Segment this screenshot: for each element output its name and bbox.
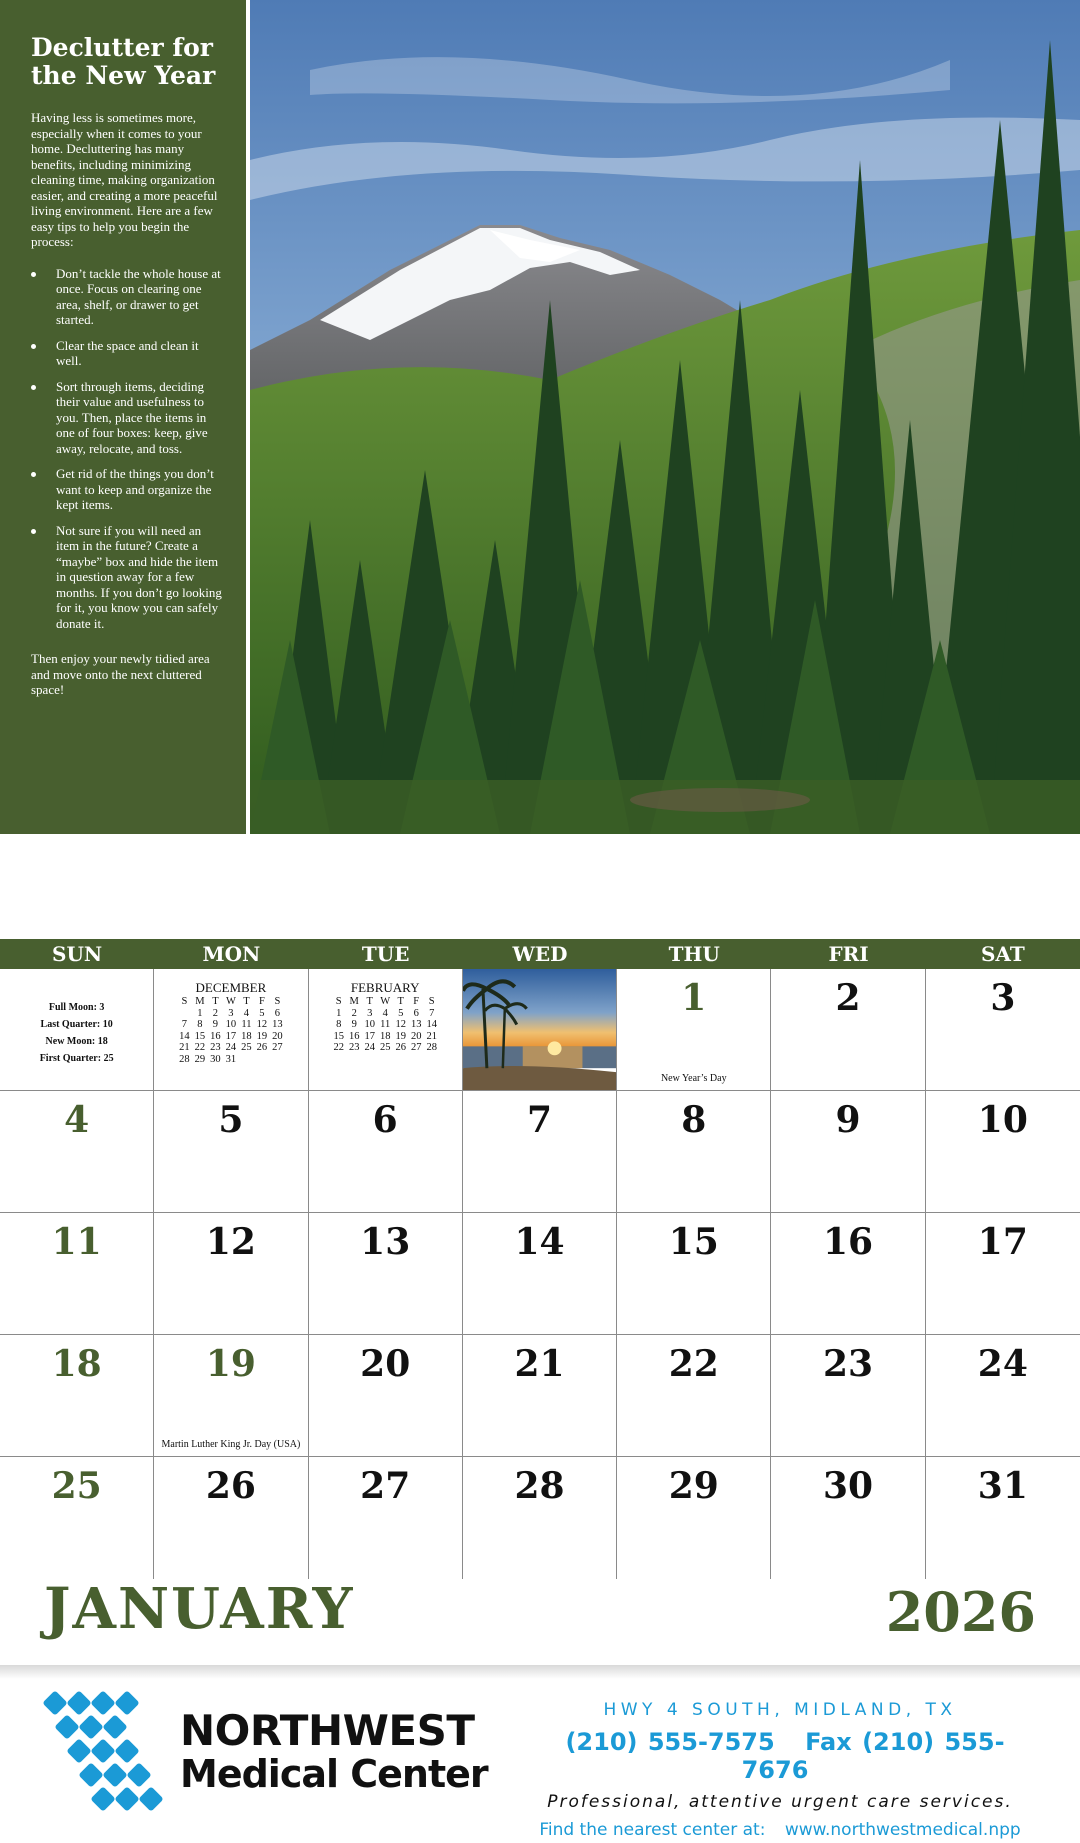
weekday-label: TUE	[361, 942, 410, 966]
tip-item: Not sure if you will need an item in the future? Create a “maybe” box and hide the item in question away for a few months. If you don’t go looking for it, you know you can safely donate it.	[31, 523, 224, 632]
day-cell	[926, 1457, 1080, 1579]
footer-separator	[0, 1665, 1080, 1679]
org-name-line2: Medical Center	[180, 1752, 488, 1796]
day-cell	[771, 1213, 925, 1335]
day-cell	[154, 1457, 308, 1579]
address: HWY 4 SOUTH, MIDLAND, TX	[603, 1700, 957, 1720]
day-number: 25	[51, 1465, 102, 1507]
holiday-label: New Year’s Day	[660, 1073, 727, 1084]
day-cell	[154, 1335, 308, 1457]
day-number: 23	[823, 1343, 874, 1385]
mini-calendar-title: FEBRUARY	[350, 980, 420, 995]
day-cell	[617, 1457, 771, 1579]
day-number: 18	[51, 1343, 102, 1385]
day-cell	[617, 1091, 771, 1213]
weekday-label: SAT	[980, 942, 1025, 966]
sunset-beach-photo	[463, 969, 617, 1091]
day-number: 20	[360, 1343, 411, 1385]
day-cell	[309, 1213, 463, 1335]
day-cell	[926, 1213, 1080, 1335]
day-number: 24	[977, 1343, 1028, 1385]
finder-label: Find the nearest center at:	[539, 1820, 766, 1840]
day-number: 13	[360, 1221, 411, 1263]
day-cell	[926, 1335, 1080, 1457]
day-number: 22	[668, 1343, 719, 1385]
phone-numbers	[520, 1728, 1040, 1784]
day-number: 26	[205, 1465, 256, 1507]
mini-calendar-table: S M T W T F S 1 2 3 4 5 6 7 8 9 10 11 12 13 14 15 16 17 18 19 20 21 22 23 24 25 26 27 28 29 30 31	[179, 996, 283, 1065]
tips-list	[31, 266, 224, 632]
day-number: 27	[360, 1465, 411, 1507]
day-cell	[926, 969, 1080, 1091]
day-cell	[463, 1335, 617, 1457]
calendar-grid	[0, 969, 1080, 1579]
day-number: 10	[977, 1099, 1028, 1141]
weekday-label: WED	[512, 942, 568, 966]
month-name: JANUARY	[44, 1576, 355, 1642]
day-number: 28	[514, 1465, 565, 1507]
tagline: Professional, attentive urgent care services.	[547, 1792, 1013, 1812]
feature-title: Declutter for the New Year	[31, 33, 216, 90]
day-cell	[309, 1091, 463, 1213]
feature-intro: Having less is sometimes more, especially when it comes to your home. Decluttering has many benefits, including minimizing cleaning time, making organization easier, and creating a more peaceful living environment. Here are a few easy tips to help you begin the process:	[31, 110, 218, 249]
moon-phases: Full Moon: 3 Last Quarter: 10 New Moon: 18 First Quarter: 25	[39, 1002, 114, 1064]
day-cell	[154, 1213, 308, 1335]
day-cell	[771, 1091, 925, 1213]
day-number: 31	[977, 1465, 1028, 1507]
weekday-label: SUN	[52, 942, 103, 966]
day-cell	[463, 1091, 617, 1213]
day-number: 11	[51, 1221, 102, 1263]
day-cell	[309, 1335, 463, 1457]
day-number: 30	[823, 1465, 874, 1507]
day-cell	[0, 1091, 154, 1213]
mini-calendar-title: DECEMBER	[195, 980, 267, 995]
fax-number: Fax (210) 555-7676	[741, 1728, 1005, 1784]
weekday-label: MON	[202, 942, 261, 966]
mountain-forest-photo	[250, 0, 1080, 834]
logo-diamond-icon	[42, 1690, 172, 1820]
website-link[interactable]: www.northwestmedical.npp	[784, 1820, 1021, 1840]
day-number: 3	[990, 977, 1016, 1019]
day-cell	[0, 1457, 154, 1579]
feature-sidebar	[0, 0, 246, 834]
tip-item: Sort through items, deciding their value and usefulness to you. Then, place the items in one of four boxes: keep, give away, relocate, and toss.	[31, 379, 224, 457]
weekday-label: FRI	[828, 942, 869, 966]
day-number: 17	[977, 1221, 1028, 1263]
day-number: 29	[668, 1465, 719, 1507]
day-cell	[617, 1213, 771, 1335]
day-number: 7	[526, 1099, 553, 1141]
year: 2026	[885, 1580, 1036, 1644]
mini-calendar-next	[309, 969, 463, 1091]
mini-calendar-table: S M T W T F S 1 2 3 4 5 6 7 8 9 10 11 12 13 14 15 16 17 18 19 20 21 22 23 24 25 26 27 28	[333, 996, 437, 1053]
tip-item: Get rid of the things you don’t want to keep and organize the kept items.	[31, 466, 224, 513]
day-number: 4	[64, 1099, 90, 1141]
day-number: 5	[218, 1099, 244, 1141]
mini-calendar-previous	[154, 969, 308, 1091]
holiday-label: Martin Luther King Jr. Day (USA)	[161, 1439, 301, 1450]
day-cell	[771, 1335, 925, 1457]
day-number: 21	[514, 1343, 565, 1385]
day-number: 14	[514, 1221, 565, 1263]
weekday-label: THU	[668, 942, 720, 966]
feature-outro: Then enjoy your newly tidied area and move onto the next cluttered space!	[31, 651, 210, 697]
contact-block	[520, 1700, 1040, 1840]
moon-phase-cell	[0, 969, 154, 1091]
day-number: 6	[372, 1099, 398, 1141]
day-cell	[463, 1213, 617, 1335]
day-cell	[309, 1457, 463, 1579]
tip-item: Don’t tackle the whole house at once. Focus on clearing one area, shelf, or drawer to get started.	[31, 266, 224, 328]
tip-item: Clear the space and clean it well.	[31, 338, 224, 369]
day-cell	[617, 1335, 771, 1457]
day-number: 1	[681, 977, 707, 1019]
day-cell	[771, 1457, 925, 1579]
day-number: 12	[205, 1221, 256, 1263]
day-cell	[771, 969, 925, 1091]
day-cell	[154, 1091, 308, 1213]
day-cell	[0, 1335, 154, 1457]
day-number: 15	[668, 1221, 719, 1263]
day-number: 9	[835, 1099, 861, 1141]
day-number: 2	[835, 977, 861, 1019]
phone-number[interactable]: (210) 555-7575	[565, 1728, 775, 1756]
day-cell	[463, 1457, 617, 1579]
org-name-line1: NORTHWEST	[180, 1706, 475, 1755]
day-number: 19	[205, 1343, 256, 1385]
day-cell	[926, 1091, 1080, 1213]
day-number: 8	[681, 1099, 707, 1141]
center-finder	[520, 1820, 1040, 1840]
day-cell	[617, 969, 771, 1091]
day-number: 16	[823, 1221, 874, 1263]
weekday-header	[0, 939, 1080, 969]
day-cell	[0, 1213, 154, 1335]
